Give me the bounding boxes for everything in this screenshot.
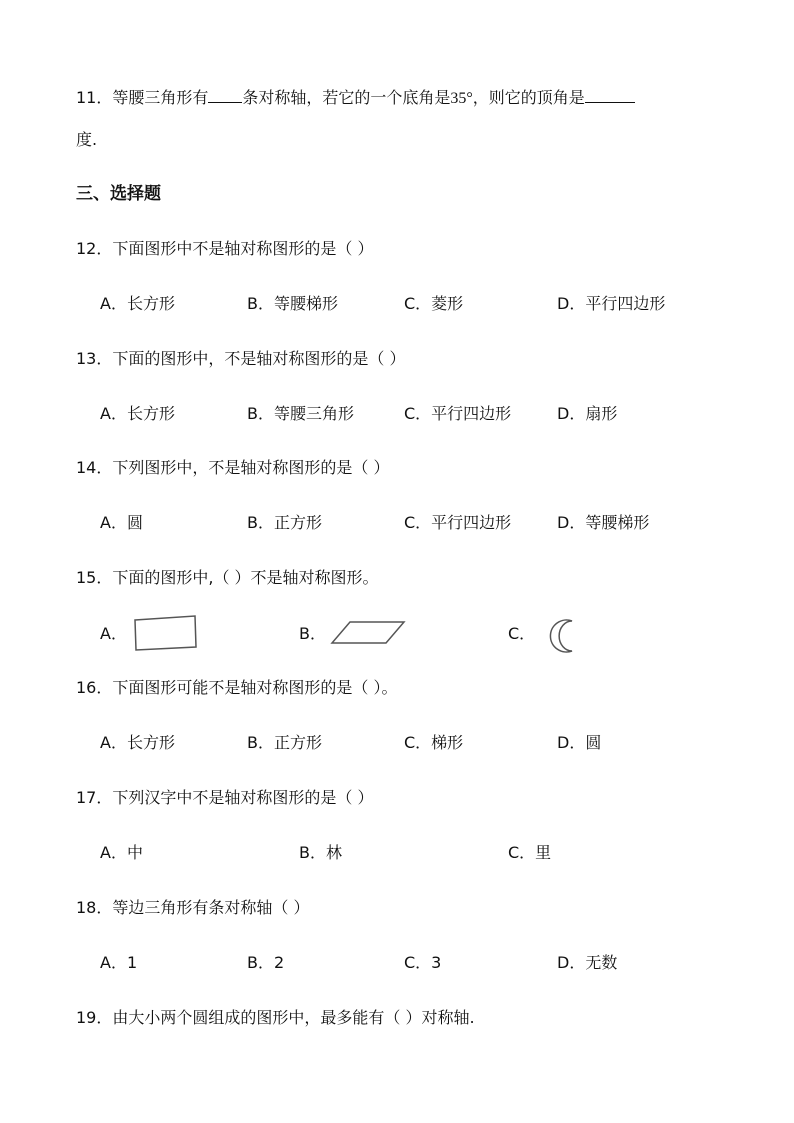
q11-middle: 条对称轴，若它的一个底角是 [242, 88, 451, 107]
question-12-stem: 12．下面图形中不是轴对称图形的是（ ） [76, 239, 374, 258]
q16-option-a[interactable]: A．长方形 [100, 733, 175, 752]
q11-suffix: ，则它的顶角是 [472, 88, 585, 107]
q16-option-c[interactable]: C．梯形 [404, 733, 464, 752]
question-13-stem: 13．下面的图形中，不是轴对称图形的是（ ） [76, 349, 406, 368]
q15-option-a[interactable]: A． [100, 624, 127, 643]
q11-tail: 度. [76, 130, 98, 149]
q12-option-a[interactable]: A．长方形 [100, 294, 175, 313]
q18-option-b[interactable]: B．2 [247, 953, 285, 972]
q11-blank-apex[interactable] [585, 88, 635, 103]
section-title: 三、选择题 [76, 184, 161, 204]
q16-option-d[interactable]: D．圆 [557, 733, 602, 752]
q17-option-b[interactable]: B．林 [299, 843, 342, 862]
question-18-stem: 18．等边三角形有条对称轴（ ） [76, 898, 310, 917]
question-19-stem: 19．由大小两个圆组成的图形中，最多能有（ ）对称轴. [76, 1008, 475, 1027]
q18-option-a[interactable]: A．1 [100, 953, 138, 972]
question-15-stem: 15．下面的图形中,（ ）不是轴对称图形。 [76, 568, 379, 587]
q13-option-c[interactable]: C．平行四边形 [404, 404, 512, 423]
q14-option-c[interactable]: C．平行四边形 [404, 513, 512, 532]
parallelogram-shape-icon [328, 619, 408, 647]
q16-option-b[interactable]: B．正方形 [247, 733, 322, 752]
q14-option-a[interactable]: A．圆 [100, 513, 143, 532]
q14-option-b[interactable]: B．正方形 [247, 513, 322, 532]
q12-option-b[interactable]: B．等腰梯形 [247, 294, 338, 313]
q14-option-d[interactable]: D．等腰梯形 [557, 513, 650, 532]
q11-angle: 35° [450, 90, 473, 107]
q15-option-c[interactable]: C． [508, 624, 536, 643]
question-14-stem: 14．下列图形中，不是轴对称图形的是（ ） [76, 458, 390, 477]
question-17-stem: 17．下列汉字中不是轴对称图形的是（ ） [76, 788, 374, 807]
q17-option-c[interactable]: C．里 [508, 843, 552, 862]
q11-prefix: 11．等腰三角形有 [76, 88, 209, 107]
q15-option-b[interactable]: B． [299, 624, 326, 643]
q18-option-d[interactable]: D．无数 [557, 953, 618, 972]
q12-option-d[interactable]: D．平行四边形 [557, 294, 666, 313]
q13-option-d[interactable]: D．扇形 [557, 404, 618, 423]
q12-option-c[interactable]: C．菱形 [404, 294, 464, 313]
q18-option-c[interactable]: C．3 [404, 953, 442, 972]
crescent-moon-shape-icon [536, 617, 578, 655]
q11-blank-axes[interactable] [208, 88, 242, 103]
rectangle-shape-icon [132, 614, 200, 652]
question-16-stem: 16．下面图形可能不是轴对称图形的是（ ）。 [76, 678, 398, 697]
q17-option-a[interactable]: A．中 [100, 843, 143, 862]
q13-option-a[interactable]: A．长方形 [100, 404, 175, 423]
question-11 [76, 88, 635, 109]
q13-option-b[interactable]: B．等腰三角形 [247, 404, 354, 423]
